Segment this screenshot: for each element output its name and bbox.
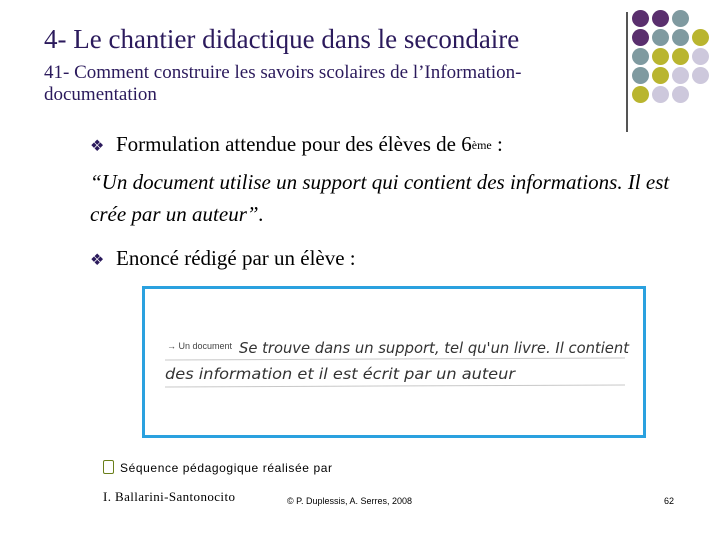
bullet-suffix: : bbox=[491, 132, 503, 156]
bullet-expected-formulation bbox=[90, 132, 503, 157]
decorative-dot bbox=[652, 86, 669, 103]
decorative-dot bbox=[632, 86, 649, 103]
document-icon bbox=[103, 460, 114, 474]
copyright: © P. Duplessis, A. Serres, 2008 bbox=[287, 496, 413, 506]
decorative-dot bbox=[672, 29, 689, 46]
decorative-dot bbox=[652, 10, 669, 27]
bullet-text: Formulation attendue pour des élèves de 6 bbox=[116, 132, 472, 156]
page-number: 62 bbox=[664, 496, 675, 506]
student-answer-scan bbox=[142, 286, 646, 438]
decorative-dot bbox=[692, 29, 709, 46]
decorative-dot bbox=[692, 48, 709, 65]
ruled-line bbox=[165, 358, 625, 360]
handwriting-image bbox=[145, 289, 643, 435]
diamond-bullet-icon: ❖ bbox=[90, 252, 105, 269]
decorative-dot bbox=[672, 67, 689, 84]
diamond-bullet-icon: ❖ bbox=[90, 138, 105, 155]
slide-title: 4- Le chantier didactique dans le secondaire bbox=[44, 24, 520, 54]
decorative-dot bbox=[672, 48, 689, 65]
decorative-dot bbox=[632, 48, 649, 65]
decorative-dot bbox=[632, 67, 649, 84]
handwritten-line-1: Se trouve dans un support, tel qu'un livre. Il contient bbox=[239, 339, 631, 357]
decorative-dot bbox=[692, 67, 709, 84]
decorative-dot bbox=[672, 86, 689, 103]
decorative-divider bbox=[626, 12, 628, 132]
slide-subtitle: 41- Comment construire les savoirs scolaires de l’Information-documentation bbox=[44, 62, 522, 105]
decorative-dot bbox=[672, 10, 689, 27]
student-answer-label: → Un document bbox=[167, 341, 233, 351]
ruled-line bbox=[165, 385, 625, 387]
bullet-superscript: ème bbox=[471, 138, 492, 152]
decorative-dot bbox=[652, 48, 669, 65]
decorative-dot bbox=[652, 67, 669, 84]
handwritten-line-2: des information et il est écrit par un auteur bbox=[165, 365, 516, 383]
sequence-credit bbox=[103, 460, 333, 475]
sequence-credit-text: Séquence pédagogique réalisée par bbox=[120, 461, 333, 475]
expected-definition-quote: “Un document utilise un support qui contient des informations. Il est crée par un auteur”. bbox=[90, 170, 670, 226]
bullet-student-statement bbox=[90, 246, 356, 271]
decorative-dot bbox=[652, 29, 669, 46]
decorative-dot bbox=[632, 10, 649, 27]
author-credit: I. Ballarini-Santonocito bbox=[103, 489, 236, 504]
bullet-text: Enoncé rédigé par un élève : bbox=[116, 246, 356, 270]
decorative-dot bbox=[632, 29, 649, 46]
